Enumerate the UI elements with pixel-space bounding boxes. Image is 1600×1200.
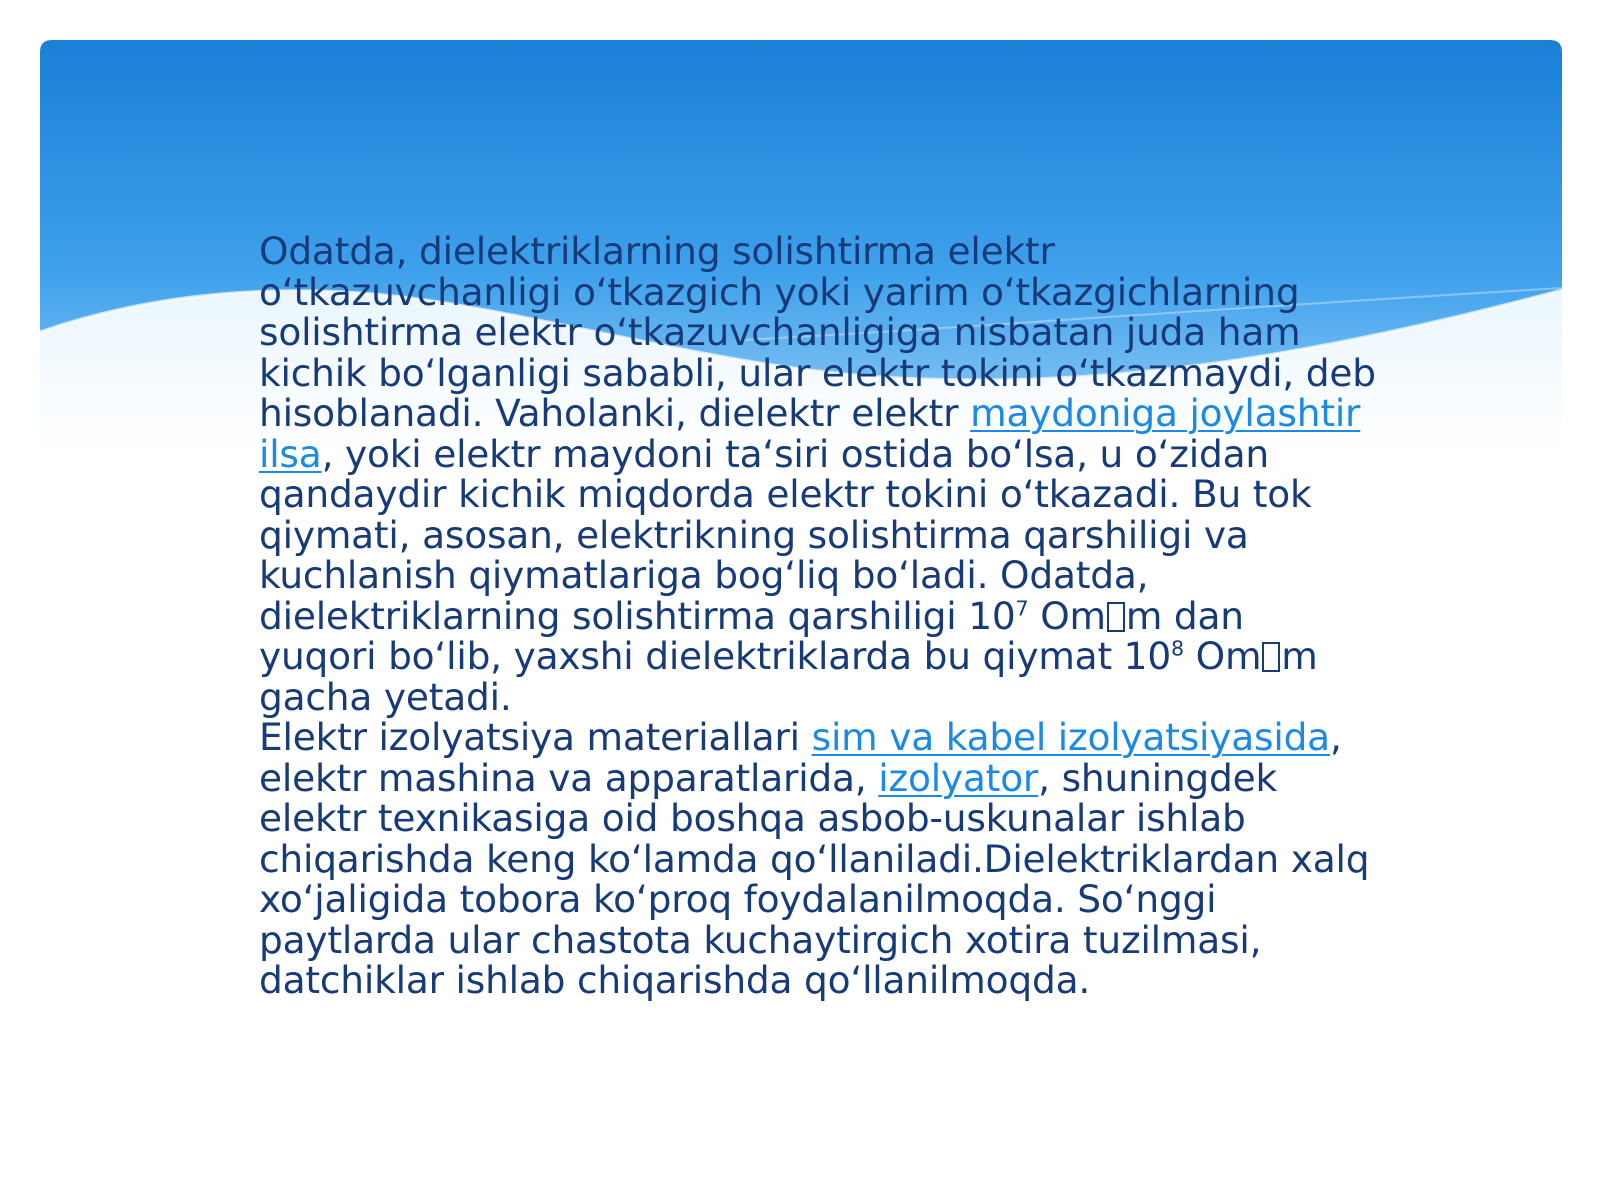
paragraph-1	[259, 231, 1439, 717]
text-line: xo‘jaligida tobora ko‘proq foydalanilmoqda. So‘nggi	[259, 877, 1217, 921]
text-fragment: , shuningdek	[1038, 755, 1278, 800]
text-fragment: yuqori bo‘lib, yaxshi dielektriklarda bu qiymat 10	[259, 634, 1171, 678]
text-line: qandaydir kichik miqdorda elektr tokini o‘tkazadi. Bu tok	[259, 472, 1312, 516]
text-line	[259, 636, 1439, 677]
text-line	[259, 431, 1439, 476]
text-fragment: m dan	[1125, 593, 1244, 638]
text-fragment: elektr mashina va apparatlarida,	[259, 755, 879, 800]
text-line: kuchlanish qiymatlariga bog‘liq bo‘ladi. Odatda,	[259, 553, 1149, 597]
link-maydoniga-joylashtirilsa[interactable]: maydoniga joylashtir	[970, 391, 1361, 435]
text-fragment: dielektriklarning solishtirma qarshiligi 10	[259, 593, 1016, 638]
text-line: gacha yetadi.	[259, 674, 512, 719]
link-izolyator[interactable]: izolyator	[878, 755, 1039, 800]
exponent: 7	[1015, 596, 1029, 620]
body-text	[259, 231, 1439, 1001]
text-fragment: ,	[1329, 715, 1342, 759]
text-line: chiqarishda keng ko‘lamda qo‘llaniladi.Dielektriklardan xalq	[259, 836, 1370, 881]
text-fragment: m	[1281, 634, 1318, 678]
paragraph-2	[259, 717, 1439, 1001]
text-line	[259, 717, 1439, 758]
text-line	[259, 393, 1439, 434]
text-line: Odatda, dielektriklarning solishtirma elektr	[259, 229, 1055, 273]
link-maydoniga-joylashtirilsa-cont[interactable]: ilsa	[259, 431, 322, 476]
text-fragment: Elektr izolyatsiya materiallari	[259, 715, 812, 759]
text-line: kichik bo‘lganligi sababli, ular elektr tokini o‘tkazmaydi, deb	[259, 350, 1376, 395]
text-line: datchiklar ishlab chiqarishda qo‘llanilmoqda.	[259, 958, 1091, 1002]
text-fragment: Om	[1183, 634, 1262, 678]
text-line	[259, 593, 1439, 638]
text-line: o‘tkazuvchanligi o‘tkazgich yoki yarim o‘tkazgichlarning	[259, 269, 1300, 314]
text-fragment: Om	[1028, 593, 1106, 638]
text-line: qiymati, asosan, elektrikning solishtirma qarshiligi va	[259, 512, 1249, 557]
missing-glyph-box	[1262, 642, 1280, 672]
text-fragment: hisoblanadi. Vaholanki, dielektr elektr	[259, 391, 971, 435]
missing-glyph-box	[1107, 602, 1125, 632]
text-line	[259, 755, 1439, 800]
link-sim-va-kabel-izolyatsiyasida[interactable]: sim va kabel izolyatsiyasida	[811, 715, 1330, 759]
text-line: solishtirma elektr o‘tkazuvchanligiga nisbatan juda ham	[259, 310, 1301, 354]
text-line: paytlarda ular chastota kuchaytirgich xotira tuzilmasi,	[259, 917, 1262, 962]
text-line: elektr texnikasiga oid boshqa asbob-uskunalar ishlab	[259, 796, 1246, 840]
text-fragment: , yoki elektr maydoni ta‘siri ostida bo‘lsa, u o‘zidan	[321, 431, 1269, 476]
exponent: 8	[1171, 636, 1184, 661]
